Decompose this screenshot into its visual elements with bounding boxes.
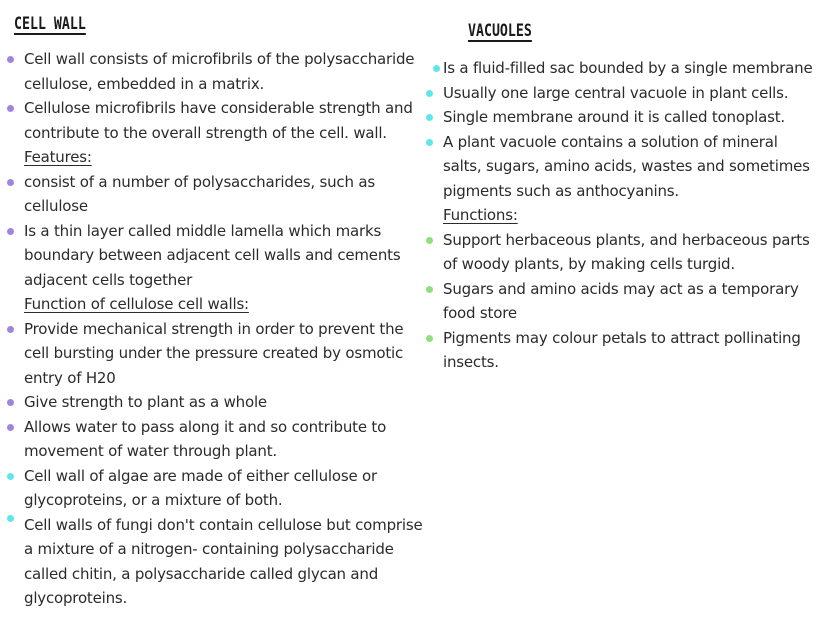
bullet-dot-icon [7, 326, 14, 333]
list-item-text: Give strength to plant as a whole [24, 393, 267, 411]
bullet-dot-icon [433, 65, 440, 72]
list-item-text: consist of a number of polysaccharides, such as cellulose [24, 172, 375, 215]
list-item [24, 170, 424, 219]
function-heading: Function of cellulose cell walls: [24, 295, 249, 313]
list-item-text: Cell wall consists of microfibrils of the polysaccharide cellulose, embedded in a matrix. [24, 50, 415, 93]
list-item-text: Cell wall of algae are made of either cellulose or glycoproteins, or a mixture of both. [24, 466, 378, 509]
features-heading: Features: [24, 148, 92, 166]
list-item [24, 317, 424, 391]
list-item [443, 130, 818, 204]
cell-wall-column [24, 47, 424, 611]
list-item-text: Provide mechanical strength in order to prevent the cell bursting under the pressure created by osmotic entry of H20 [24, 319, 404, 387]
list-item [24, 47, 424, 96]
list-item-text: A plant vacuole contains a solution of mineral salts, sugars, amino acids, wastes and sometimes pigments such as anthocyanins. [443, 132, 810, 200]
vacuoles-title: VACUOLES [468, 21, 532, 41]
bullet-dot-icon [426, 90, 433, 97]
list-item-text: Cell walls of fungi don't contain cellulose but comprise a mixture of a nitrogen- containing polysaccharide called chitin, a polysaccharide called glycan and glycoproteins. [24, 515, 423, 607]
bullet-dot-icon [7, 399, 14, 406]
bullet-dot-icon [426, 114, 433, 121]
bullet-dot-icon [426, 286, 433, 293]
bullet-dot-icon [7, 473, 14, 480]
bullet-dot-icon [426, 139, 433, 146]
bullet-dot-icon [426, 237, 433, 244]
vacuoles-column [443, 56, 818, 375]
list-item-text: Sugars and amino acids may act as a temporary food store [443, 279, 799, 322]
list-item-text: Allows water to pass along it and so contribute to movement of water through plant. [24, 417, 387, 460]
list-item-text: Is a fluid-filled sac bounded by a single membrane [443, 59, 813, 77]
list-item [443, 56, 818, 81]
bullet-dot-icon [7, 105, 14, 112]
list-item [24, 513, 424, 611]
cell-wall-title: CELL WALL [14, 14, 86, 34]
bullet-dot-icon [7, 56, 14, 63]
list-item-text: Pigments may colour petals to attract pollinating insects. [443, 328, 801, 371]
list-item [24, 219, 424, 293]
bullet-dot-icon [7, 179, 14, 186]
list-item [443, 105, 818, 130]
bullet-dot-icon [426, 335, 433, 342]
list-item [443, 277, 818, 326]
bullet-dot-icon [7, 515, 14, 522]
list-item-text: Usually one large central vacuole in plant cells. [443, 83, 789, 102]
list-item [24, 96, 424, 145]
list-item-text: Support herbaceous plants, and herbaceous parts of woody plants, by making cells turgid. [443, 230, 810, 273]
list-item [24, 464, 424, 513]
list-item-text: Is a thin layer called middle lamella which marks boundary between adjacent cell walls and cements adjacent cells together [24, 221, 401, 289]
list-item [443, 81, 818, 106]
list-item [24, 415, 424, 464]
list-item-text: Cellulose microfibrils have considerable strength and contribute to the overall strength of the cell. wall. [24, 99, 413, 142]
bullet-dot-icon [7, 424, 14, 431]
list-item [24, 390, 424, 415]
list-item [443, 326, 818, 375]
list-item-text: Single membrane around it is called tonoplast. [443, 108, 785, 126]
list-item [443, 228, 818, 277]
functions-heading: Functions: [443, 206, 518, 224]
bullet-dot-icon [7, 228, 14, 235]
